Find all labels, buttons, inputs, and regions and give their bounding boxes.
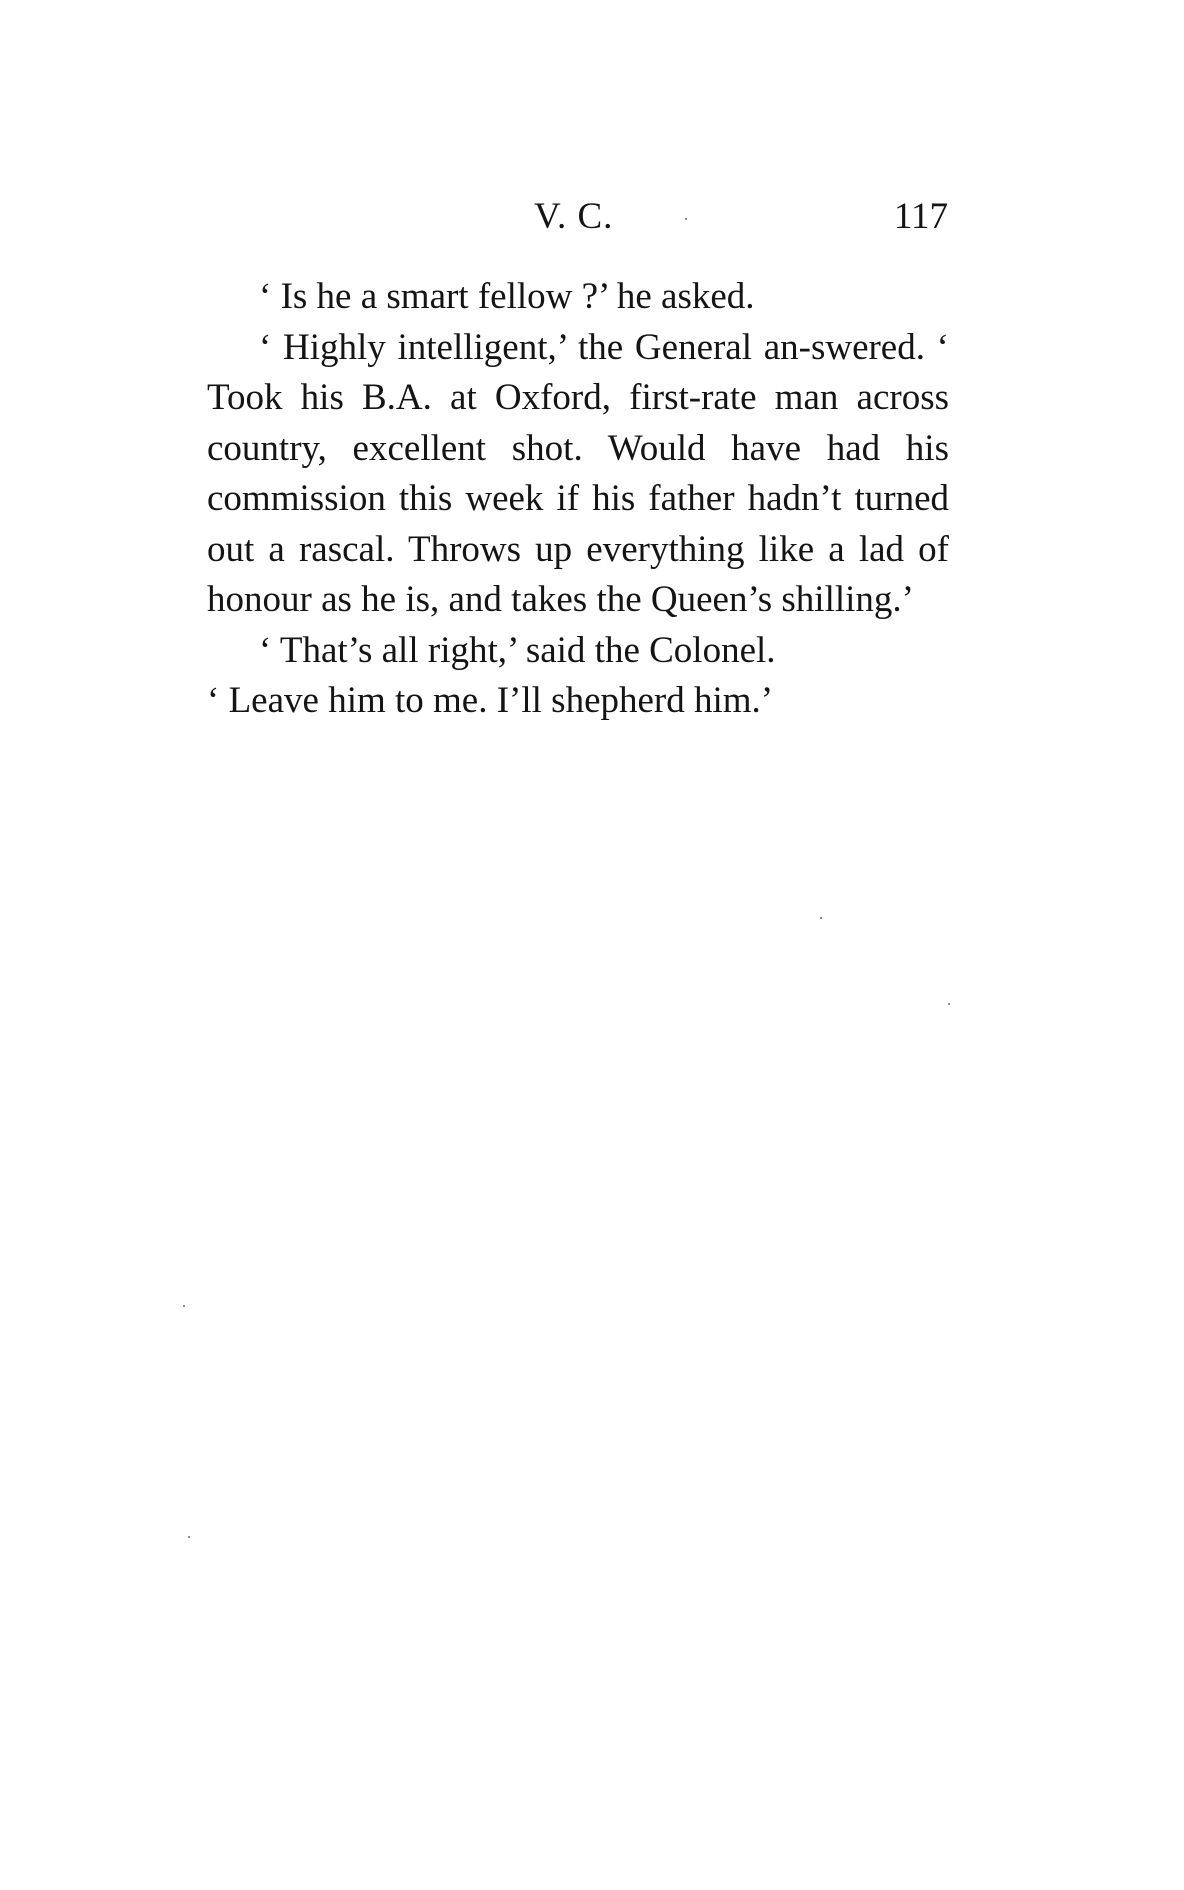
paragraph: ‘ That’s all right,’ said the Colonel.: [259, 629, 776, 671]
paragraph: ‘ Highly intelligent,’ the General an-swered. ‘ Took his B.A. at Oxford, first-rate man across country, excellent shot. Would have had his commission this week if his father hadn’t turned out a rascal. Throws up everything like a lad of honour as he is, and takes the Queen’s shilling.’: [207, 326, 949, 620]
paragraph: ‘ Is he a smart fellow ?’ he asked.: [259, 276, 755, 317]
scan-speck: [183, 1305, 185, 1307]
paragraph: ‘ Leave him to me. I’ll shepherd him.’: [207, 680, 774, 721]
scan-speck: [820, 917, 822, 919]
scan-speck: [685, 218, 687, 220]
scan-speck: [948, 1003, 950, 1005]
running-head: [0, 195, 1184, 245]
running-title: V. C.: [534, 196, 614, 237]
body-text: [207, 272, 949, 727]
page-number: 117: [893, 196, 948, 237]
scan-speck: [188, 1536, 190, 1538]
